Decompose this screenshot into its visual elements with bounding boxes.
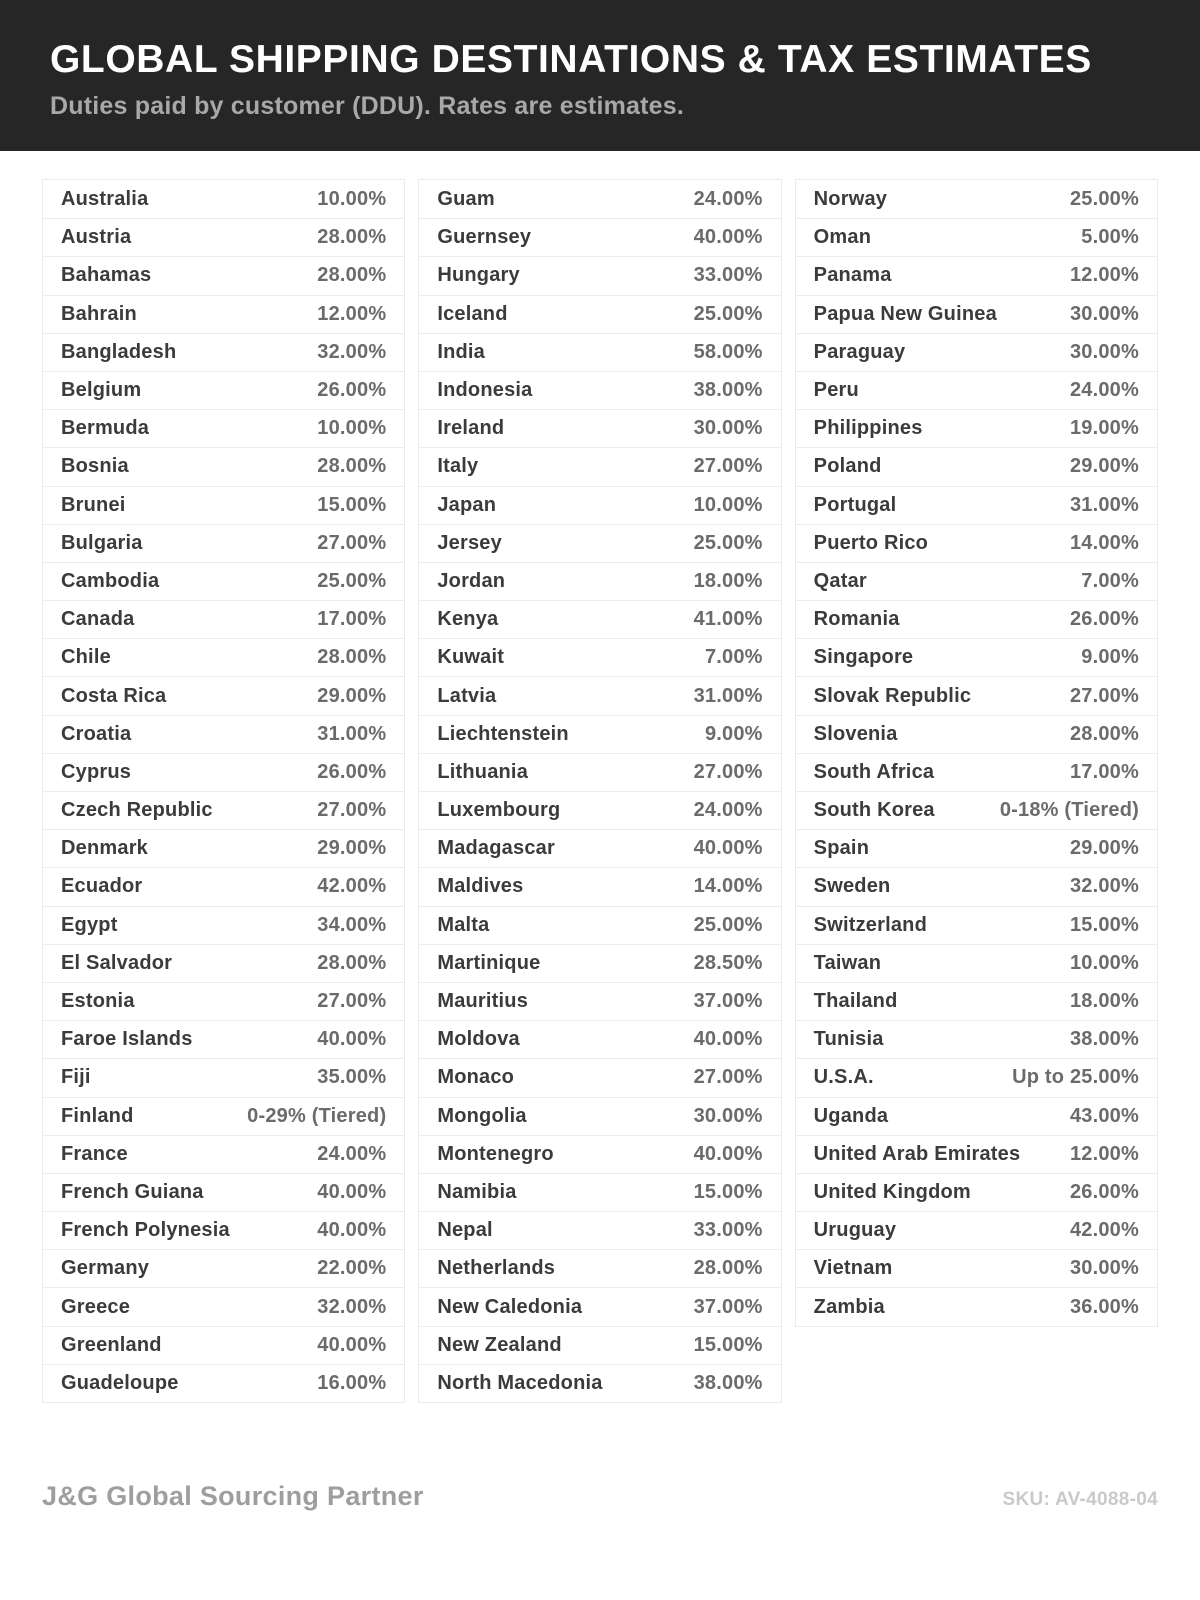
sku-label: SKU: AV-4088-04 bbox=[1002, 1489, 1158, 1510]
table-row bbox=[419, 524, 780, 562]
country-name: Bermuda bbox=[61, 417, 150, 440]
table-row bbox=[796, 333, 1157, 371]
tax-rate: 41.00% bbox=[693, 608, 763, 631]
tax-rate: 31.00% bbox=[317, 722, 387, 745]
country-name: Belgium bbox=[61, 379, 142, 402]
tax-rate: 16.00% bbox=[317, 1371, 387, 1394]
tax-rate: 9.00% bbox=[1081, 646, 1139, 669]
table-row bbox=[796, 180, 1157, 218]
tax-rate: 10.00% bbox=[317, 417, 387, 440]
table-row bbox=[419, 1364, 780, 1402]
tax-rate: 27.00% bbox=[317, 531, 387, 554]
country-name: Indonesia bbox=[437, 379, 533, 402]
country-name: Sweden bbox=[813, 875, 891, 898]
table-row bbox=[419, 1249, 780, 1287]
tax-rate: 0-18% (Tiered) bbox=[999, 799, 1139, 822]
tax-rate: 24.00% bbox=[693, 187, 763, 210]
table-row bbox=[796, 906, 1157, 944]
tax-rate: 17.00% bbox=[1069, 760, 1139, 783]
table-row bbox=[43, 1326, 404, 1364]
table-row bbox=[796, 524, 1157, 562]
country-name: Bahrain bbox=[61, 302, 137, 325]
table-row bbox=[419, 1020, 780, 1058]
page-title: GLOBAL SHIPPING DESTINATIONS & TAX ESTIMATES bbox=[50, 38, 1092, 81]
country-name: Nepal bbox=[437, 1219, 493, 1242]
tax-rate: 38.00% bbox=[1069, 1028, 1139, 1051]
tax-rate: 32.00% bbox=[1069, 875, 1139, 898]
table-row bbox=[796, 1058, 1157, 1096]
brand-name: J&G Global Sourcing Partner bbox=[42, 1481, 424, 1511]
tax-rate: 28.00% bbox=[1069, 722, 1139, 745]
country-name: Monaco bbox=[437, 1066, 515, 1089]
country-name: Philippines bbox=[813, 417, 923, 440]
table-column-1 bbox=[42, 179, 405, 1403]
tax-rate: 18.00% bbox=[693, 569, 763, 592]
country-name: Greenland bbox=[61, 1333, 162, 1356]
country-name: Tunisia bbox=[813, 1028, 884, 1051]
country-name: North Macedonia bbox=[437, 1371, 603, 1394]
country-name: Austria bbox=[61, 226, 132, 249]
country-name: New Zealand bbox=[437, 1333, 562, 1356]
tax-rate: 37.00% bbox=[693, 1295, 763, 1318]
table-row bbox=[43, 1020, 404, 1058]
country-name: Cambodia bbox=[61, 569, 160, 592]
country-name: Peru bbox=[813, 379, 859, 402]
country-name: Poland bbox=[813, 455, 882, 478]
tax-rate: 7.00% bbox=[1081, 569, 1139, 592]
country-name: Jersey bbox=[437, 531, 502, 554]
tax-rate: 42.00% bbox=[317, 875, 387, 898]
table-row bbox=[43, 1058, 404, 1096]
tax-rate: 40.00% bbox=[317, 1180, 387, 1203]
table-row bbox=[419, 180, 780, 218]
tax-rate: 10.00% bbox=[693, 493, 763, 516]
country-name: Switzerland bbox=[813, 913, 927, 936]
table-row bbox=[43, 1173, 404, 1211]
tax-rate: 38.00% bbox=[693, 1371, 763, 1394]
country-name: Croatia bbox=[61, 722, 132, 745]
table-row bbox=[43, 218, 404, 256]
country-name: Ecuador bbox=[61, 875, 143, 898]
tax-rate: 26.00% bbox=[1069, 608, 1139, 631]
table-row bbox=[419, 371, 780, 409]
table-row bbox=[419, 295, 780, 333]
table-row bbox=[796, 676, 1157, 714]
table-row bbox=[43, 715, 404, 753]
tax-rate: 27.00% bbox=[693, 1066, 763, 1089]
country-name: Martinique bbox=[437, 951, 541, 974]
tax-rate: 32.00% bbox=[317, 340, 387, 363]
tax-rate: 0-29% (Tiered) bbox=[247, 1104, 387, 1127]
table-row bbox=[419, 1097, 780, 1135]
table-row bbox=[43, 982, 404, 1020]
table-row bbox=[43, 256, 404, 294]
country-name: Fiji bbox=[61, 1066, 91, 1089]
country-name: New Caledonia bbox=[437, 1295, 583, 1318]
tax-rate: 5.00% bbox=[1081, 226, 1139, 249]
country-name: Estonia bbox=[61, 990, 135, 1013]
table-row bbox=[796, 982, 1157, 1020]
country-name: Italy bbox=[437, 455, 479, 478]
country-name: Hungary bbox=[437, 264, 520, 287]
tax-rate: 40.00% bbox=[317, 1028, 387, 1051]
country-name: Faroe Islands bbox=[61, 1028, 193, 1051]
table-row bbox=[796, 1173, 1157, 1211]
country-name: Netherlands bbox=[437, 1257, 556, 1280]
table-row bbox=[419, 715, 780, 753]
table-row bbox=[796, 486, 1157, 524]
tax-rate: 26.00% bbox=[317, 379, 387, 402]
country-name: French Guiana bbox=[61, 1180, 204, 1203]
table-row bbox=[796, 295, 1157, 333]
table-row bbox=[43, 791, 404, 829]
table-row bbox=[43, 600, 404, 638]
country-name: Finland bbox=[61, 1104, 134, 1127]
table-row bbox=[796, 1135, 1157, 1173]
tax-rate: 17.00% bbox=[317, 608, 387, 631]
table-row bbox=[43, 180, 404, 218]
country-name: Bahamas bbox=[61, 264, 152, 287]
country-name: Lithuania bbox=[437, 760, 529, 783]
country-name: Australia bbox=[61, 187, 149, 210]
table-row bbox=[43, 753, 404, 791]
country-name: Panama bbox=[813, 264, 892, 287]
country-name: Zambia bbox=[813, 1295, 885, 1318]
tax-rate: 25.00% bbox=[317, 569, 387, 592]
table-row bbox=[43, 1287, 404, 1325]
tax-rate: 38.00% bbox=[693, 379, 763, 402]
country-name: Spain bbox=[813, 837, 870, 860]
country-name: Namibia bbox=[437, 1180, 517, 1203]
tax-rate: 40.00% bbox=[317, 1219, 387, 1242]
tax-rate: 29.00% bbox=[317, 837, 387, 860]
tax-rate: 32.00% bbox=[317, 1295, 387, 1318]
header-banner bbox=[0, 0, 1200, 151]
country-name: Liechtenstein bbox=[437, 722, 569, 745]
country-name: Bulgaria bbox=[61, 531, 143, 554]
table-row bbox=[419, 486, 780, 524]
tax-rate: 22.00% bbox=[317, 1257, 387, 1280]
table-row bbox=[419, 600, 780, 638]
tax-rate: 29.00% bbox=[1069, 455, 1139, 478]
country-name: Iceland bbox=[437, 302, 508, 325]
tax-rate: 42.00% bbox=[1069, 1219, 1139, 1242]
tax-rate: 15.00% bbox=[317, 493, 387, 516]
country-name: Qatar bbox=[813, 569, 867, 592]
table-row bbox=[43, 562, 404, 600]
table-row bbox=[43, 1364, 404, 1402]
country-name: South Africa bbox=[813, 760, 935, 783]
table-row bbox=[796, 829, 1157, 867]
table-row bbox=[43, 829, 404, 867]
tax-rate: 28.00% bbox=[317, 264, 387, 287]
country-name: Thailand bbox=[813, 990, 898, 1013]
table-row bbox=[796, 447, 1157, 485]
tax-rate: 15.00% bbox=[693, 1333, 763, 1356]
country-name: Canada bbox=[61, 608, 135, 631]
tax-rate: 14.00% bbox=[1069, 531, 1139, 554]
tax-rate: 36.00% bbox=[1069, 1295, 1139, 1318]
table-column-3 bbox=[795, 179, 1158, 1327]
table-row bbox=[796, 409, 1157, 447]
table-row bbox=[796, 1020, 1157, 1058]
tax-rate: 33.00% bbox=[693, 264, 763, 287]
table-row bbox=[419, 256, 780, 294]
table-row bbox=[796, 944, 1157, 982]
country-name: India bbox=[437, 340, 485, 363]
tax-rate-table bbox=[42, 179, 1158, 1403]
table-row bbox=[796, 562, 1157, 600]
tax-rate: 40.00% bbox=[693, 1142, 763, 1165]
table-row bbox=[43, 295, 404, 333]
table-row bbox=[796, 1097, 1157, 1135]
country-name: Ireland bbox=[437, 417, 505, 440]
footer bbox=[42, 1481, 1158, 1512]
country-name: Malta bbox=[437, 913, 490, 936]
table-row bbox=[43, 676, 404, 714]
tax-rate: 29.00% bbox=[317, 684, 387, 707]
country-name: United Arab Emirates bbox=[813, 1142, 1021, 1165]
table-row bbox=[419, 1211, 780, 1249]
table-row bbox=[796, 638, 1157, 676]
tax-rate: 58.00% bbox=[693, 340, 763, 363]
table-row bbox=[419, 753, 780, 791]
country-name: Guam bbox=[437, 187, 495, 210]
country-name: Papua New Guinea bbox=[813, 302, 997, 325]
country-name: Guernsey bbox=[437, 226, 532, 249]
tax-rate: 18.00% bbox=[1069, 990, 1139, 1013]
table-row bbox=[796, 715, 1157, 753]
table-row bbox=[419, 1326, 780, 1364]
country-name: Germany bbox=[61, 1257, 150, 1280]
tax-rate: 27.00% bbox=[1069, 684, 1139, 707]
table-row bbox=[43, 638, 404, 676]
country-name: U.S.A. bbox=[813, 1066, 874, 1089]
country-name: Norway bbox=[813, 187, 888, 210]
tax-rate: 40.00% bbox=[693, 226, 763, 249]
tax-rate: 31.00% bbox=[693, 684, 763, 707]
country-name: Bosnia bbox=[61, 455, 129, 478]
tax-rate: 26.00% bbox=[317, 760, 387, 783]
country-name: Mauritius bbox=[437, 990, 529, 1013]
tax-rate: 28.00% bbox=[317, 455, 387, 478]
table-row bbox=[419, 867, 780, 905]
table-row bbox=[419, 1058, 780, 1096]
country-name: Luxembourg bbox=[437, 799, 561, 822]
country-name: France bbox=[61, 1142, 128, 1165]
table-row bbox=[419, 982, 780, 1020]
tax-rate: 10.00% bbox=[1069, 951, 1139, 974]
country-name: Romania bbox=[813, 608, 900, 631]
table-row bbox=[419, 333, 780, 371]
tax-rate: 15.00% bbox=[693, 1180, 763, 1203]
country-name: Brunei bbox=[61, 493, 126, 516]
tax-rate: 25.00% bbox=[693, 302, 763, 325]
tax-rate: 30.00% bbox=[1069, 302, 1139, 325]
table-row bbox=[43, 1135, 404, 1173]
table-row bbox=[43, 1097, 404, 1135]
country-name: Madagascar bbox=[437, 837, 555, 860]
table-row bbox=[419, 638, 780, 676]
country-name: Uruguay bbox=[813, 1219, 897, 1242]
tax-rate: 12.00% bbox=[1069, 1142, 1139, 1165]
country-name: Slovenia bbox=[813, 722, 898, 745]
tax-rate: 28.00% bbox=[317, 226, 387, 249]
table-row bbox=[796, 791, 1157, 829]
table-row bbox=[796, 600, 1157, 638]
country-name: Kenya bbox=[437, 608, 499, 631]
table-row bbox=[43, 524, 404, 562]
tax-rate: 14.00% bbox=[693, 875, 763, 898]
table-row bbox=[43, 1249, 404, 1287]
tax-rate: Up to 25.00% bbox=[1012, 1066, 1139, 1089]
country-name: Chile bbox=[61, 646, 111, 669]
tax-rate: 15.00% bbox=[1069, 913, 1139, 936]
country-name: United Kingdom bbox=[813, 1180, 971, 1203]
table-row bbox=[419, 1173, 780, 1211]
tax-rate: 7.00% bbox=[704, 646, 763, 669]
country-name: Kuwait bbox=[437, 646, 505, 669]
table-row bbox=[43, 333, 404, 371]
table-row bbox=[419, 1287, 780, 1325]
table-row bbox=[419, 409, 780, 447]
table-row bbox=[419, 1135, 780, 1173]
country-name: Taiwan bbox=[813, 951, 882, 974]
table-row bbox=[796, 256, 1157, 294]
table-row bbox=[419, 447, 780, 485]
table-row bbox=[43, 1211, 404, 1249]
table-row bbox=[419, 944, 780, 982]
table-row bbox=[419, 791, 780, 829]
country-name: Montenegro bbox=[437, 1142, 554, 1165]
tax-rate: 28.50% bbox=[693, 951, 763, 974]
table-row bbox=[796, 753, 1157, 791]
tax-rate: 29.00% bbox=[1069, 837, 1139, 860]
country-name: Singapore bbox=[813, 646, 914, 669]
country-name: Greece bbox=[61, 1295, 131, 1318]
country-name: Vietnam bbox=[813, 1257, 893, 1280]
country-name: Jordan bbox=[437, 569, 506, 592]
tax-rate: 10.00% bbox=[317, 187, 387, 210]
table-row bbox=[796, 1211, 1157, 1249]
country-name: Oman bbox=[813, 226, 872, 249]
tax-rate: 19.00% bbox=[1069, 417, 1139, 440]
tax-rate: 43.00% bbox=[1069, 1104, 1139, 1127]
tax-rate: 30.00% bbox=[693, 1104, 763, 1127]
country-name: Mongolia bbox=[437, 1104, 527, 1127]
country-name: Japan bbox=[437, 493, 497, 516]
country-name: Costa Rica bbox=[61, 684, 167, 707]
tax-rate: 27.00% bbox=[693, 760, 763, 783]
table-row bbox=[419, 676, 780, 714]
tax-rate: 24.00% bbox=[693, 799, 763, 822]
table-row bbox=[43, 447, 404, 485]
tax-rate: 27.00% bbox=[317, 990, 387, 1013]
table-row bbox=[796, 218, 1157, 256]
tax-rate: 40.00% bbox=[693, 837, 763, 860]
country-name: Puerto Rico bbox=[813, 531, 929, 554]
page-subtitle: Duties paid by customer (DDU). Rates are estimates. bbox=[50, 91, 685, 120]
country-name: South Korea bbox=[813, 799, 935, 822]
country-name: Czech Republic bbox=[61, 799, 213, 822]
tax-rate: 28.00% bbox=[693, 1257, 763, 1280]
tax-rate: 24.00% bbox=[1069, 379, 1139, 402]
table-row bbox=[796, 867, 1157, 905]
tax-rate: 31.00% bbox=[1069, 493, 1139, 516]
tax-rate: 28.00% bbox=[317, 646, 387, 669]
tax-rate: 28.00% bbox=[317, 951, 387, 974]
tax-rate: 30.00% bbox=[1069, 1257, 1139, 1280]
table-row bbox=[419, 829, 780, 867]
country-name: Denmark bbox=[61, 837, 148, 860]
tax-rate: 9.00% bbox=[704, 722, 763, 745]
tax-rate: 24.00% bbox=[317, 1142, 387, 1165]
country-name: El Salvador bbox=[61, 951, 173, 974]
tax-rate: 25.00% bbox=[1069, 187, 1139, 210]
country-name: Guadeloupe bbox=[61, 1371, 179, 1394]
tax-rate: 40.00% bbox=[693, 1028, 763, 1051]
tax-rate: 12.00% bbox=[1069, 264, 1139, 287]
tax-rate: 33.00% bbox=[693, 1219, 763, 1242]
country-name: Paraguay bbox=[813, 340, 906, 363]
tax-rate: 40.00% bbox=[317, 1333, 387, 1356]
table-row bbox=[43, 944, 404, 982]
country-name: Egypt bbox=[61, 913, 118, 936]
country-name: Slovak Republic bbox=[813, 684, 972, 707]
country-name: Moldova bbox=[437, 1028, 520, 1051]
tax-rate: 25.00% bbox=[693, 531, 763, 554]
country-name: Uganda bbox=[813, 1104, 889, 1127]
table-row bbox=[419, 218, 780, 256]
table-row bbox=[419, 562, 780, 600]
table-row bbox=[43, 371, 404, 409]
country-name: French Polynesia bbox=[61, 1219, 230, 1242]
tax-rate: 30.00% bbox=[693, 417, 763, 440]
tax-rate: 26.00% bbox=[1069, 1180, 1139, 1203]
tax-rate: 35.00% bbox=[317, 1066, 387, 1089]
table-row bbox=[796, 371, 1157, 409]
country-name: Portugal bbox=[813, 493, 897, 516]
tax-rate: 25.00% bbox=[693, 913, 763, 936]
country-name: Bangladesh bbox=[61, 340, 177, 363]
country-name: Cyprus bbox=[61, 760, 132, 783]
table-row bbox=[796, 1287, 1157, 1325]
table-row bbox=[43, 486, 404, 524]
table-column-2 bbox=[418, 179, 781, 1403]
tax-rate: 27.00% bbox=[317, 799, 387, 822]
tax-rate: 27.00% bbox=[693, 455, 763, 478]
table-row bbox=[796, 1249, 1157, 1287]
country-name: Maldives bbox=[437, 875, 524, 898]
tax-rate: 12.00% bbox=[317, 302, 387, 325]
tax-rate: 34.00% bbox=[317, 913, 387, 936]
table-row bbox=[43, 867, 404, 905]
tax-rate: 37.00% bbox=[693, 990, 763, 1013]
table-row bbox=[419, 906, 780, 944]
tax-rate: 30.00% bbox=[1069, 340, 1139, 363]
table-row bbox=[43, 409, 404, 447]
country-name: Latvia bbox=[437, 684, 497, 707]
table-row bbox=[43, 906, 404, 944]
